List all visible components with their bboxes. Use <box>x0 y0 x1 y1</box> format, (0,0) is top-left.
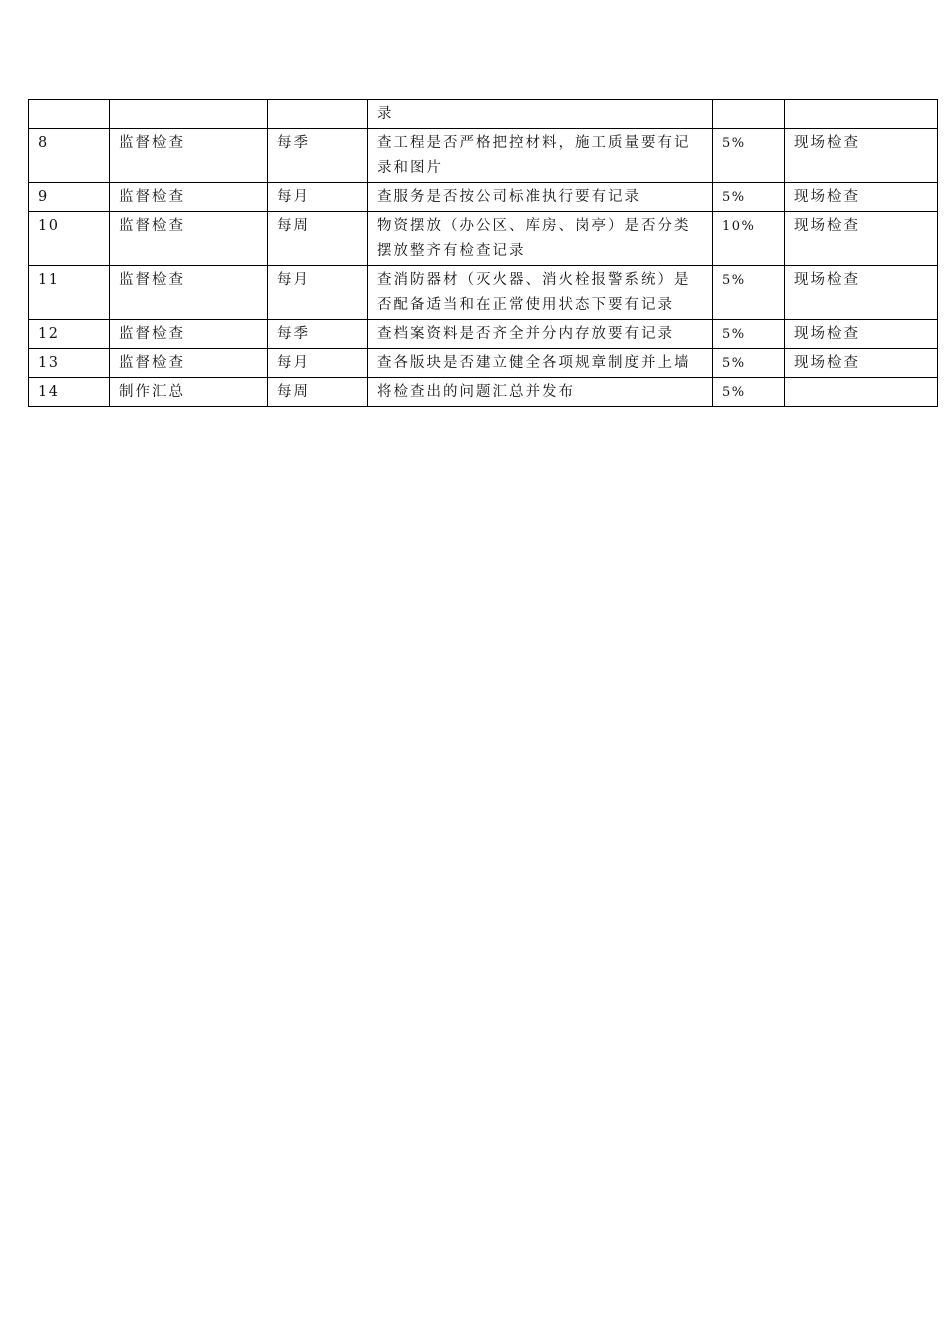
cell-category: 监督检查 <box>110 320 268 349</box>
cell-method: 现场检查 <box>785 349 938 378</box>
cell-weight: 5% <box>713 320 785 349</box>
cell-weight: 5% <box>713 266 785 320</box>
cell-category: 监督检查 <box>110 349 268 378</box>
cell-method: 现场检查 <box>785 183 938 212</box>
cell-number: 8 <box>29 129 110 183</box>
table-row <box>29 100 938 129</box>
cell-content: 查服务是否按公司标准执行要有记录 <box>368 183 713 212</box>
table-row <box>29 378 938 407</box>
cell-frequency: 每周 <box>268 378 368 407</box>
cell-number: 10 <box>29 212 110 266</box>
cell-category <box>110 100 268 129</box>
cell-method: 现场检查 <box>785 266 938 320</box>
cell-category: 监督检查 <box>110 183 268 212</box>
cell-weight: 10% <box>713 212 785 266</box>
cell-content: 查各版块是否建立健全各项规章制度并上墙 <box>368 349 713 378</box>
cell-content: 将检查出的问题汇总并发布 <box>368 378 713 407</box>
inspection-table <box>28 99 938 407</box>
table-row <box>29 129 938 183</box>
cell-number <box>29 100 110 129</box>
cell-weight <box>713 100 785 129</box>
cell-method: 现场检查 <box>785 129 938 183</box>
cell-number: 11 <box>29 266 110 320</box>
cell-category: 监督检查 <box>110 129 268 183</box>
table-row <box>29 320 938 349</box>
cell-method: 现场检查 <box>785 212 938 266</box>
cell-content: 物资摆放（办公区、库房、岗亭）是否分类摆放整齐有检查记录 <box>368 212 713 266</box>
cell-frequency: 每月 <box>268 266 368 320</box>
cell-frequency: 每季 <box>268 320 368 349</box>
cell-content: 查消防器材（灭火器、消火栓报警系统）是否配备适当和在正常使用状态下要有记录 <box>368 266 713 320</box>
cell-weight: 5% <box>713 378 785 407</box>
cell-method <box>785 378 938 407</box>
cell-method: 现场检查 <box>785 320 938 349</box>
cell-content: 录 <box>368 100 713 129</box>
cell-content: 查工程是否严格把控材料，施工质量要有记录和图片 <box>368 129 713 183</box>
cell-method <box>785 100 938 129</box>
table-row <box>29 212 938 266</box>
cell-weight: 5% <box>713 129 785 183</box>
cell-frequency: 每季 <box>268 129 368 183</box>
cell-number: 13 <box>29 349 110 378</box>
cell-category: 监督检查 <box>110 266 268 320</box>
cell-frequency: 每月 <box>268 183 368 212</box>
table-row <box>29 266 938 320</box>
cell-weight: 5% <box>713 183 785 212</box>
table-row <box>29 183 938 212</box>
cell-frequency: 每周 <box>268 212 368 266</box>
cell-content: 查档案资料是否齐全并分内存放要有记录 <box>368 320 713 349</box>
cell-category: 制作汇总 <box>110 378 268 407</box>
cell-frequency: 每月 <box>268 349 368 378</box>
cell-number: 9 <box>29 183 110 212</box>
cell-number: 12 <box>29 320 110 349</box>
cell-frequency <box>268 100 368 129</box>
table-row <box>29 349 938 378</box>
cell-category: 监督检查 <box>110 212 268 266</box>
cell-weight: 5% <box>713 349 785 378</box>
cell-number: 14 <box>29 378 110 407</box>
